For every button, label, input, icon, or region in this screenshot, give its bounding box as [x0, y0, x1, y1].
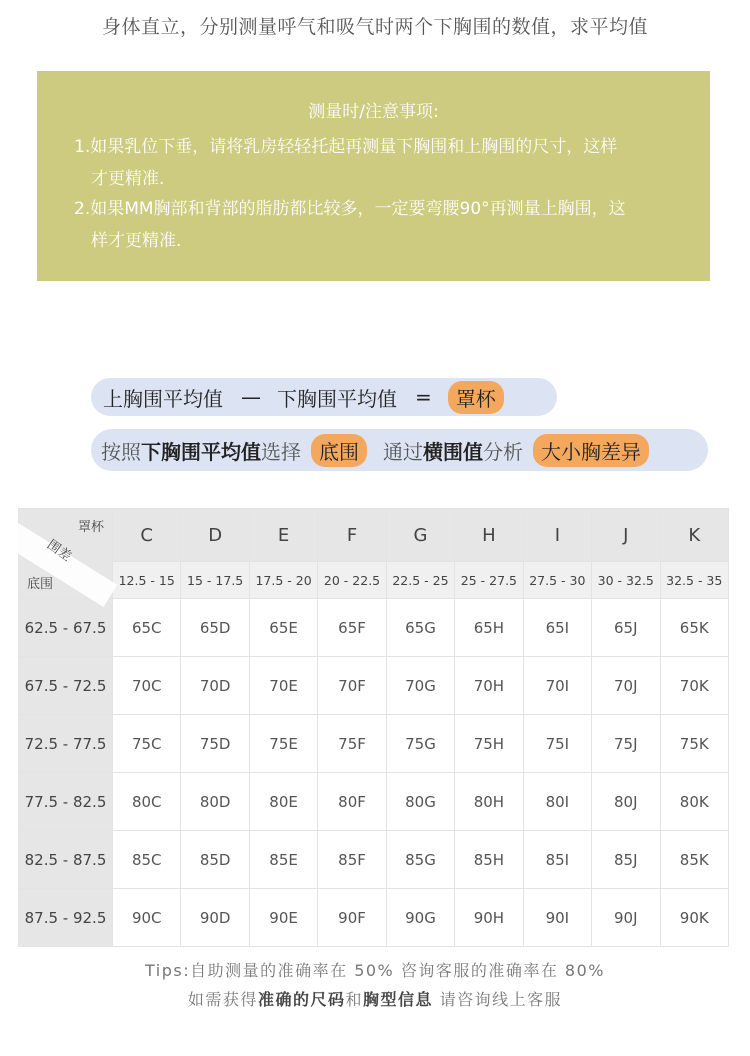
range-header: 32.5 - 35: [660, 562, 729, 599]
formula-result-tag: 罩杯: [448, 381, 504, 414]
band-header: 77.5 - 82.5: [19, 773, 113, 831]
size-cell: 85K: [660, 831, 729, 889]
size-cell: 80K: [660, 773, 729, 831]
size-cell: 85H: [455, 831, 523, 889]
size-cell: 80J: [592, 773, 660, 831]
size-cell: 90H: [455, 889, 523, 947]
size-cell: 65J: [592, 599, 660, 657]
size-cell: 65G: [386, 599, 454, 657]
size-cell: 90E: [249, 889, 317, 947]
size-cell: 70H: [455, 657, 523, 715]
guide-tag-diff: 大小胸差异: [533, 434, 649, 467]
size-cell: 75C: [113, 715, 181, 773]
cup-header: C: [113, 509, 181, 562]
cup-header: H: [455, 509, 523, 562]
size-cell: 75K: [660, 715, 729, 773]
size-cell: 70K: [660, 657, 729, 715]
notice-item-2-line-1: 2.如果MM胸部和背部的脂肪都比较多，一定要弯腰90°再测量上胸围，这: [74, 199, 626, 219]
formula-upper: 上胸围平均值: [103, 386, 223, 411]
size-cell: 70E: [249, 657, 317, 715]
guide-text-3: 选择: [261, 439, 301, 464]
corner-diff-label: 围差: [43, 537, 74, 565]
size-cell: 80H: [455, 773, 523, 831]
notice-item-1-line-2: 才更精准.: [91, 169, 165, 189]
size-cell: 80D: [181, 773, 249, 831]
size-cell: 70F: [318, 657, 386, 715]
band-header: 62.5 - 67.5: [19, 599, 113, 657]
notice-item-2-line-2: 样才更精准.: [91, 231, 182, 251]
range-row: [19, 562, 729, 599]
range-header: 15 - 17.5: [181, 562, 249, 599]
size-cell: 80I: [523, 773, 591, 831]
notice-item-1-line-1: 1.如果乳位下垂，请将乳房轻轻托起再测量下胸围和上胸围的尺寸，这样: [74, 137, 618, 157]
table-row: [19, 773, 729, 831]
size-cell: 65I: [523, 599, 591, 657]
size-cell: 75J: [592, 715, 660, 773]
size-cell: 75G: [386, 715, 454, 773]
guide-text-2: 下胸围平均值: [141, 439, 261, 464]
size-cell: 90F: [318, 889, 386, 947]
tips-text-e: 请咨询线上客服: [432, 990, 563, 1009]
range-header: 12.5 - 15: [113, 562, 181, 599]
cup-header: F: [318, 509, 386, 562]
tips-emph-size: 准确的尺码: [257, 990, 346, 1009]
size-cell: 65D: [181, 599, 249, 657]
size-cell: 85E: [249, 831, 317, 889]
size-cell: 75I: [523, 715, 591, 773]
range-header: 22.5 - 25: [386, 562, 454, 599]
size-cell: 70C: [113, 657, 181, 715]
guide-pill: [91, 429, 708, 471]
cup-header: K: [660, 509, 729, 562]
band-header: 87.5 - 92.5: [19, 889, 113, 947]
notice-item-1: [74, 131, 684, 195]
range-header: 25 - 27.5: [455, 562, 523, 599]
size-cell: 75F: [318, 715, 386, 773]
size-cell: 85D: [181, 831, 249, 889]
size-cell: 75D: [181, 715, 249, 773]
size-cell: 70D: [181, 657, 249, 715]
size-cell: 80C: [113, 773, 181, 831]
band-header: 67.5 - 72.5: [19, 657, 113, 715]
table-row: [19, 715, 729, 773]
cup-header: G: [386, 509, 454, 562]
size-table: [18, 508, 729, 947]
guide-text-4: 通过: [383, 439, 423, 464]
cup-header: D: [181, 509, 249, 562]
corner-base-label: 底围: [27, 576, 54, 592]
table-row: [19, 657, 729, 715]
guide-text-1: 按照: [101, 439, 141, 464]
range-header: 17.5 - 20: [249, 562, 317, 599]
range-header: 27.5 - 30: [523, 562, 591, 599]
size-cell: 70G: [386, 657, 454, 715]
size-cell: 90I: [523, 889, 591, 947]
formula-minus: —: [241, 385, 261, 409]
tips-text-c: 和: [345, 990, 363, 1009]
table-row: [19, 889, 729, 947]
size-cell: 70I: [523, 657, 591, 715]
size-cell: 90C: [113, 889, 181, 947]
size-cell: 80F: [318, 773, 386, 831]
tips-line-1: Tips:自助测量的准确率在 50% 咨询客服的准确率在 80%: [145, 961, 605, 980]
size-cell: 65K: [660, 599, 729, 657]
tips-emph-shape: 胸型信息: [362, 990, 433, 1009]
size-cell: 80G: [386, 773, 454, 831]
size-cell: 90K: [660, 889, 729, 947]
table-row: [19, 599, 729, 657]
corner-cup-label: 罩杯: [77, 519, 104, 535]
size-cell: 65C: [113, 599, 181, 657]
formula-pill: [91, 378, 557, 416]
guide-tag-band: 底围: [311, 434, 367, 467]
intro-text: 身体直立，分别测量呼气和吸气时两个下胸围的数值，求平均值: [101, 16, 648, 38]
guide-text-5: 横围值: [423, 439, 483, 464]
size-cell: 70J: [592, 657, 660, 715]
size-cell: 85G: [386, 831, 454, 889]
table-row: [19, 831, 729, 889]
size-cell: 75E: [249, 715, 317, 773]
range-header: 20 - 22.5: [318, 562, 386, 599]
size-cell: 90G: [386, 889, 454, 947]
tips-line-2: [0, 987, 750, 1010]
size-cell: 85J: [592, 831, 660, 889]
cup-letter-row: [19, 509, 729, 562]
band-header: 72.5 - 77.5: [19, 715, 113, 773]
range-header: 30 - 32.5: [592, 562, 660, 599]
cup-header: I: [523, 509, 591, 562]
size-cell: 85I: [523, 831, 591, 889]
table-corner: [19, 509, 113, 599]
notice-title: 测量时/注意事项:: [308, 102, 439, 122]
size-cell: 85C: [113, 831, 181, 889]
band-header: 82.5 - 87.5: [19, 831, 113, 889]
size-cell: 75H: [455, 715, 523, 773]
size-cell: 90D: [181, 889, 249, 947]
size-cell: 65E: [249, 599, 317, 657]
notice-box: [37, 71, 710, 281]
cup-header: E: [249, 509, 317, 562]
size-cell: 85F: [318, 831, 386, 889]
cup-header: J: [592, 509, 660, 562]
notice-item-2: [74, 193, 684, 257]
size-cell: 80E: [249, 773, 317, 831]
guide-text-6: 分析: [483, 439, 523, 464]
formula-equals: =: [415, 385, 432, 409]
tips-text-a: 如需获得: [187, 990, 258, 1009]
size-cell: 65H: [455, 599, 523, 657]
formula-lower: 下胸围平均值: [277, 386, 397, 411]
size-cell: 65F: [318, 599, 386, 657]
size-cell: 90J: [592, 889, 660, 947]
